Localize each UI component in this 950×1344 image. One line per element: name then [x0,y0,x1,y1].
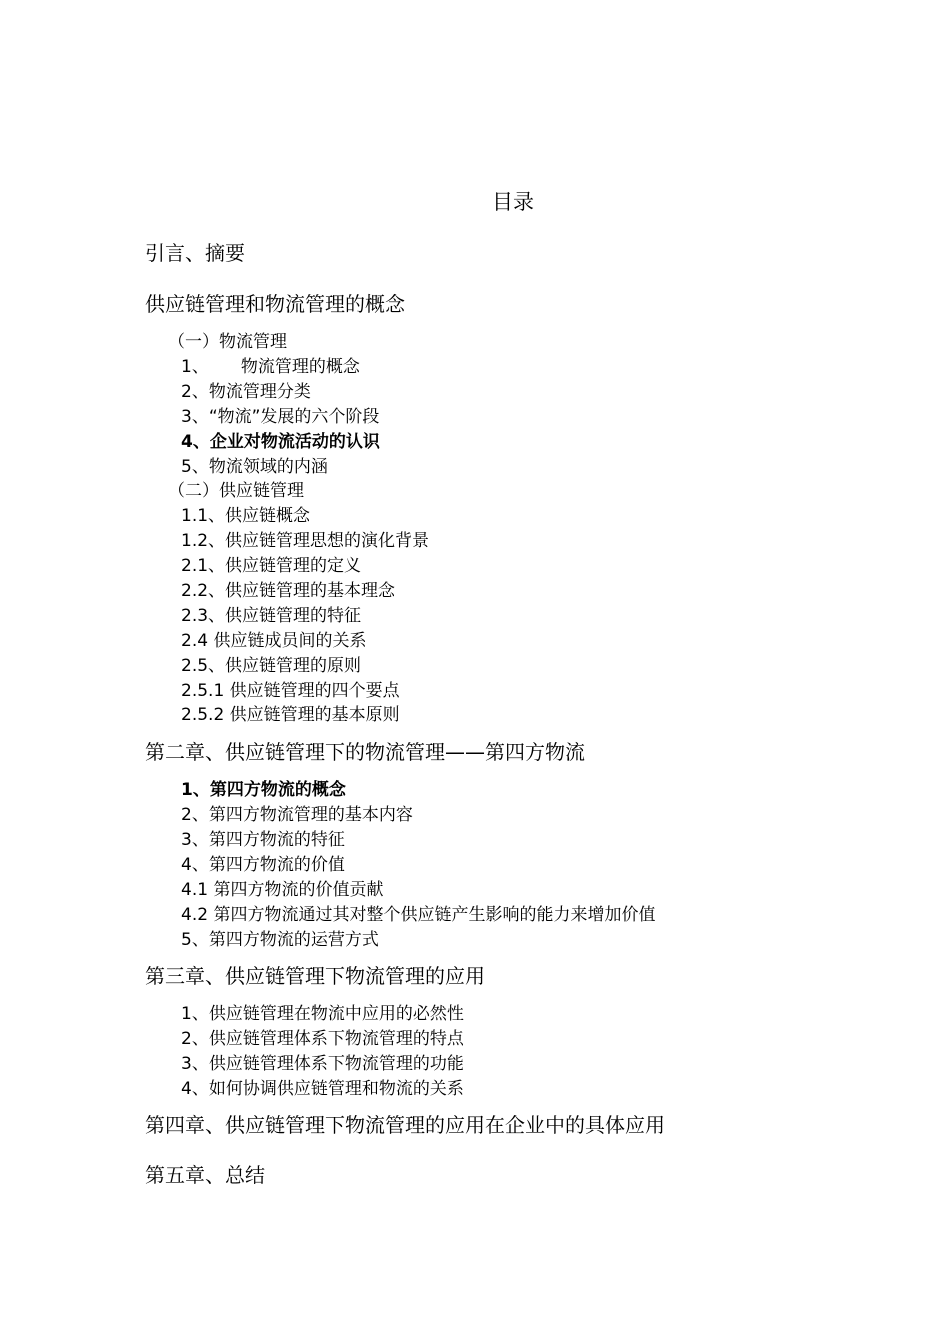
toc-item: 2.2、供应链管理的基本理念 [181,581,396,601]
toc-item: 2.5、供应链管理的原则 [181,656,362,676]
toc-item: 1.2、供应链管理思想的演化背景 [181,531,430,551]
toc-chapter-2-heading: 第二章、供应链管理下的物流管理——第四方物流 [145,740,585,764]
toc-item: 2、第四方物流管理的基本内容 [181,805,413,825]
toc-item-number: 1、 [181,357,209,377]
toc-item-text: 物流管理的概念 [240,357,360,377]
toc-chapter-4-heading: 第四章、供应链管理下物流管理的应用在企业中的具体应用 [145,1113,665,1137]
toc-section-logistics: （一）物流管理 [168,332,287,352]
toc-intro: 引言、摘要 [145,241,245,265]
toc-item: 4.1 第四方物流的价值贡献 [181,880,384,900]
toc-chapter-1-heading: 供应链管理和物流管理的概念 [145,292,405,316]
toc-item: 2、物流管理分类 [181,382,311,402]
toc-item [181,352,360,377]
toc-item: 2、供应链管理体系下物流管理的特点 [181,1029,464,1049]
toc-item: 5、第四方物流的运营方式 [181,930,379,950]
toc-title: 目录 [492,190,534,214]
toc-item: 2.1、供应链管理的定义 [181,556,362,576]
toc-item: 4、企业对物流活动的认识 [181,432,380,452]
toc-item: 2.5.2 供应链管理的基本原则 [181,705,400,725]
toc-item: 5、物流领域的内涵 [181,457,328,477]
toc-item: 1、第四方物流的概念 [181,780,346,800]
toc-item: 1.1、供应链概念 [181,506,311,526]
toc-item: 4、第四方物流的价值 [181,855,345,875]
toc-item: 3、“物流”发展的六个阶段 [181,407,380,427]
toc-item: 2.5.1 供应链管理的四个要点 [181,681,400,701]
toc-item: 3、第四方物流的特征 [181,830,345,850]
toc-item: 4、如何协调供应链管理和物流的关系 [181,1079,464,1099]
toc-section-supply-chain: （二）供应链管理 [168,481,304,501]
toc-item: 2.3、供应链管理的特征 [181,606,362,626]
toc-item: 4.2 第四方物流通过其对整个供应链产生影响的能力来增加价值 [181,905,656,925]
toc-item: 1、供应链管理在物流中应用的必然性 [181,1004,464,1024]
toc-chapter-5-heading: 第五章、总结 [145,1163,265,1187]
toc-chapter-3-heading: 第三章、供应链管理下物流管理的应用 [145,964,485,988]
toc-item: 3、供应链管理体系下物流管理的功能 [181,1054,464,1074]
toc-item: 2.4 供应链成员间的关系 [181,631,367,651]
